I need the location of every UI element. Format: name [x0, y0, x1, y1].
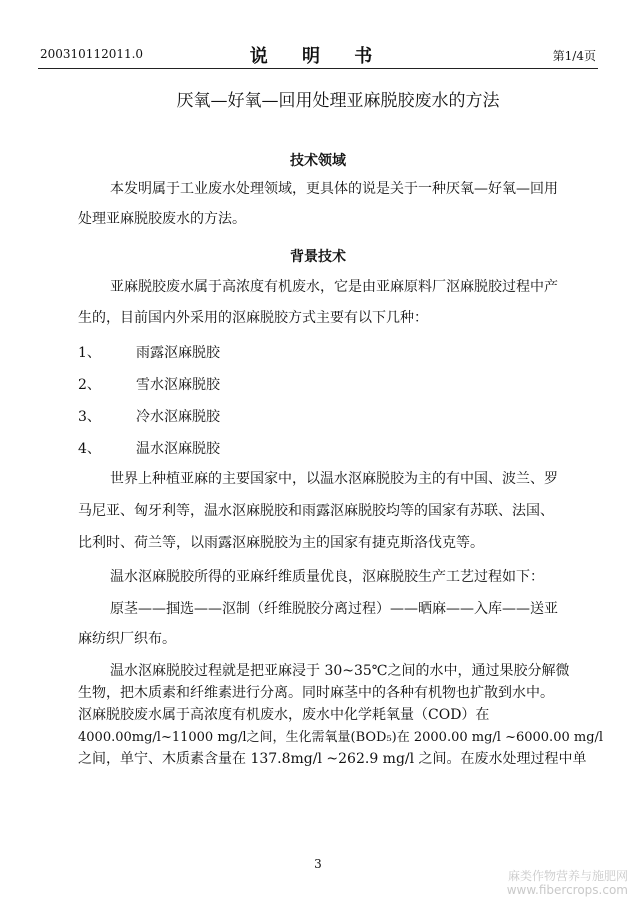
method-text: 雪水沤麻脱胶: [136, 377, 220, 393]
document-number: 200310112011.0: [40, 47, 144, 61]
watermark-line-1: 麻类作物营养与施肥网: [507, 869, 628, 883]
process-line-2: 麻纺织厂织布。: [78, 631, 176, 647]
countries-line-2: 马尼亚、匈牙利等，温水沤麻脱胶和雨露沤麻脱胶均等的国家有苏联、法国、: [78, 503, 554, 519]
document-type-heading: 说 明 书: [249, 46, 387, 67]
watermark-line-2: www.fibercrops.com: [506, 883, 628, 897]
background-intro-line-2: 生的，目前国内外采用的沤麻脱胶方式主要有以下几种：: [78, 310, 428, 326]
tech-field-line-2: 处理亚麻脱胶废水的方法。: [78, 211, 246, 227]
method-text: 冷水沤麻脱胶: [136, 409, 220, 425]
page-number: 3: [314, 857, 322, 871]
background-heading: 背景技术: [290, 249, 346, 265]
header-divider: [38, 68, 598, 69]
page-label: 第1/4页: [552, 49, 596, 63]
countries-line-3: 比利时、荷兰等，以雨露沤麻脱胶为主的国家有捷克斯洛伐克等。: [78, 535, 484, 551]
patent-title: 厌氧—好氧—回用处理亚麻脱胶废水的方法: [176, 91, 500, 111]
method-number: 4、: [78, 441, 101, 457]
detail-line-1: 温水沤麻脱胶过程就是把亚麻浸于 30~35℃之间的水中，通过果胶分解微: [110, 663, 570, 679]
background-intro-line-1: 亚麻脱胶废水属于高浓度有机废水，它是由亚麻原料厂沤麻脱胶过程中产: [110, 279, 558, 295]
countries-line-1: 世界上种植亚麻的主要国家中，以温水沤麻脱胶为主的有中国、波兰、罗: [110, 471, 558, 487]
detail-line-3: 沤麻脱胶废水属于高浓度有机废水，废水中化学耗氧量（COD）在: [78, 707, 490, 723]
quality-line: 温水沤麻脱胶所得的亚麻纤维质量优良，沤麻脱胶生产工艺过程如下：: [110, 569, 544, 585]
site-watermark: [507, 869, 628, 897]
method-number: 1、: [78, 345, 101, 361]
detail-line-4: 4000.00mg/l~11000 mg/l之间，生化需氧量(BOD₅)在 2000.00 mg/l ~6000.00 mg/l: [78, 730, 604, 745]
process-line-1: 原茎——掴选——沤制（纤维脱胶分离过程）——晒麻——入库——送亚: [110, 601, 558, 617]
method-number: 3、: [78, 409, 101, 425]
detail-line-2: 生物，把木质素和纤维素进行分离。同时麻茎中的各种有机物也扩散到水中。: [78, 685, 554, 701]
method-text: 雨露沤麻脱胶: [136, 345, 220, 361]
detail-line-5: 之间，单宁、木质素含量在 137.8mg/l ~262.9 mg/l 之间。在废水处理过程中单: [78, 751, 587, 767]
tech-field-line-1: 本发明属于工业废水处理领域，更具体的说是关于一种厌氧—好氧—回用: [110, 181, 558, 197]
tech-field-heading: 技术领域: [290, 153, 346, 169]
method-number: 2、: [78, 377, 101, 393]
method-text: 温水沤麻脱胶: [136, 441, 220, 457]
